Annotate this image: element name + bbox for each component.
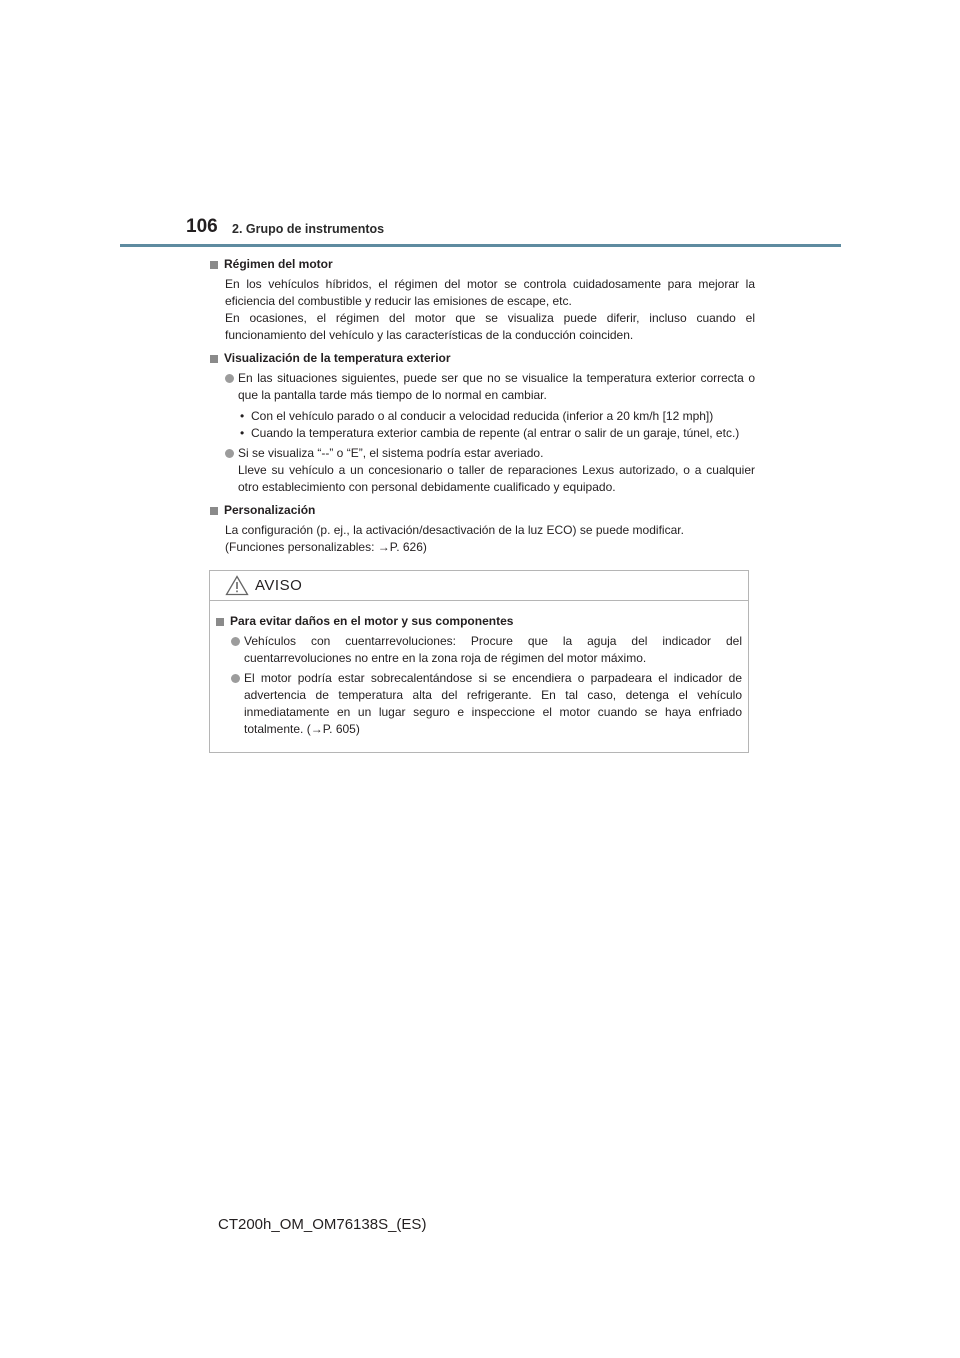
circle-bullet-icon xyxy=(231,637,240,646)
section-title: Personalización xyxy=(224,503,316,517)
sub-list-item xyxy=(210,408,755,425)
paragraph: (Funciones personalizables: →P. 626) xyxy=(225,540,427,554)
square-bullet-icon xyxy=(210,507,218,515)
warning-item-text: El motor podría estar sobrecalentándose si se encendiera o parpadeara el indicador de advertencia de temperatura alta del refrigerante. En tal caso, detenga el vehículo inmediatamente en un lugar seguro e inspeccione el motor cuando se haya enfriado totalmente. (→P. 605) xyxy=(244,671,742,736)
dot-bullet-icon: • xyxy=(240,426,245,440)
circle-bullet-icon xyxy=(225,374,234,383)
sub-item-text: Con el vehículo parado o al conducir a velocidad reducida (inferior a 20 km/h [12 mph]) xyxy=(251,409,714,423)
warning-box xyxy=(209,570,749,753)
paragraph: La configuración (p. ej., la activación/desactivación de la luz ECO) se puede modificar. xyxy=(225,523,684,537)
list-item-text: Lleve su vehículo a un concesionario o taller de reparaciones Lexus autorizado, o a cualquier otro establecimiento con personal debidamente cualificado y equipado. xyxy=(238,463,755,494)
header-rule xyxy=(120,244,841,247)
list-item xyxy=(210,445,755,496)
document-code: CT200h_OM_OM76138S_(ES) xyxy=(218,1216,427,1233)
main-content xyxy=(210,256,755,562)
warning-list-item xyxy=(216,670,742,738)
square-bullet-icon xyxy=(210,261,218,269)
list-item xyxy=(210,370,755,442)
paragraph: En ocasiones, el régimen del motor que se visualiza puede diferir, incluso cuando el funcionamiento del vehículo y las características de la conducción coinciden. xyxy=(225,311,755,342)
circle-bullet-icon xyxy=(231,674,240,683)
warning-list-item xyxy=(216,633,742,667)
list-item-text: En las situaciones siguientes, puede ser que no se visualice la temperatura exterior correcta o que la pantalla tarde más tiempo de lo normal en cambiar. xyxy=(238,371,755,402)
section-title: Régimen del motor xyxy=(224,257,333,271)
chapter-title: 2. Grupo de instrumentos xyxy=(232,222,385,236)
warning-title: AVISO xyxy=(255,577,303,594)
section-engine-speed xyxy=(210,256,755,344)
paragraph: En los vehículos híbridos, el régimen del motor se controla cuidadosamente para mejorar la eficiencia del combustible y reducir las emisiones de escape, etc. xyxy=(225,277,755,308)
warning-item-text: Vehículos con cuentarrevoluciones: Procure que la aguja del indicador del cuentarrevoluciones no entre en la zona roja de régimen del motor máximo. xyxy=(244,634,742,665)
sub-list-item xyxy=(210,425,755,442)
dot-bullet-icon: • xyxy=(240,409,245,423)
section-outside-temperature xyxy=(210,350,755,496)
section-title: Visualización de la temperatura exterior xyxy=(224,351,451,365)
warning-subtitle: Para evitar daños en el motor y sus componentes xyxy=(230,614,514,628)
sub-list xyxy=(238,408,755,442)
square-bullet-icon xyxy=(216,618,224,626)
section-customization xyxy=(210,502,755,556)
page-number: 106 xyxy=(186,216,218,237)
warning-triangle-icon xyxy=(225,575,249,601)
warning-header xyxy=(210,571,748,601)
list-item-text: Si se visualiza “--” o “E”, el sistema podría estar averiado. xyxy=(238,446,544,460)
sub-item-text: Cuando la temperatura exterior cambia de repente (al entrar o salir de un garaje, túnel, etc.) xyxy=(251,426,740,440)
square-bullet-icon xyxy=(210,355,218,363)
circle-bullet-icon xyxy=(225,449,234,458)
